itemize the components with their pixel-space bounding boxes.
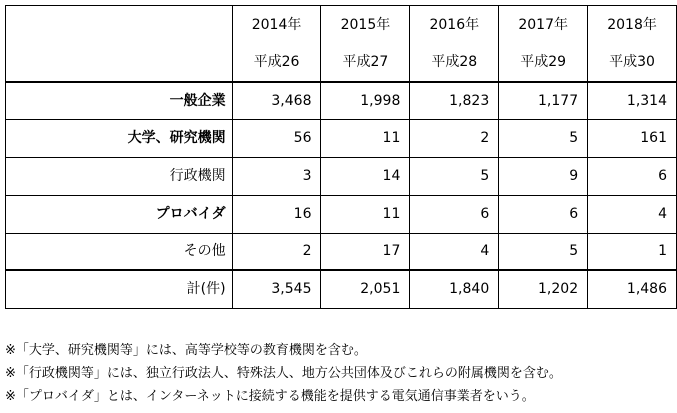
footnote-universities: ※「大学、研究機関等」には、高等学校等の教育機関を含む。 xyxy=(5,343,367,358)
header-corner-cell xyxy=(6,6,233,83)
header-cell-2018 xyxy=(588,6,677,83)
row-label: その他 xyxy=(6,233,233,270)
cell-value: 1,998 xyxy=(321,82,410,119)
table-row xyxy=(6,157,677,195)
header-era: 平成29 xyxy=(520,54,567,70)
total-label: 計(件) xyxy=(6,270,233,308)
cell-value: 5 xyxy=(499,233,588,270)
cell-value: 1,823 xyxy=(410,82,499,119)
cell-value: 14 xyxy=(321,157,410,195)
cell-value: 6 xyxy=(588,157,677,195)
table-header-row xyxy=(6,6,677,83)
row-label: 大学、研究機関 xyxy=(6,119,233,157)
header-cell-2017 xyxy=(499,6,588,83)
cell-value: 5 xyxy=(499,119,588,157)
row-label: プロバイダ xyxy=(6,195,233,233)
total-value: 1,202 xyxy=(499,270,588,308)
table-row xyxy=(6,119,677,157)
cell-value: 1 xyxy=(588,233,677,270)
table-row xyxy=(6,195,677,233)
header-cell-2015 xyxy=(321,6,410,83)
header-era: 平成28 xyxy=(431,54,478,70)
total-value: 1,840 xyxy=(410,270,499,308)
cell-value: 4 xyxy=(588,195,677,233)
row-label: 行政機関 xyxy=(6,157,233,195)
header-year: 2018年 xyxy=(607,17,657,33)
cell-value: 6 xyxy=(499,195,588,233)
cell-value: 16 xyxy=(232,195,321,233)
header-cell-2016 xyxy=(410,6,499,83)
footnotes xyxy=(5,339,562,408)
cell-value: 11 xyxy=(321,119,410,157)
cell-value: 5 xyxy=(410,157,499,195)
cell-value: 161 xyxy=(588,119,677,157)
cell-value: 56 xyxy=(232,119,321,157)
cell-value: 3,468 xyxy=(232,82,321,119)
table-row xyxy=(6,233,677,270)
cell-value: 11 xyxy=(321,195,410,233)
header-era: 平成26 xyxy=(253,54,300,70)
total-value: 2,051 xyxy=(321,270,410,308)
header-year: 2015年 xyxy=(340,17,391,33)
footnote-government: ※「行政機関等」には、独立行政法人、特殊法人、地方公共団体及びこれらの附属機関を含む。 xyxy=(5,366,562,381)
table-total-row xyxy=(6,270,677,308)
cell-value: 2 xyxy=(410,119,499,157)
total-value: 1,486 xyxy=(588,270,677,308)
statistics-table xyxy=(5,5,677,309)
header-era: 平成30 xyxy=(609,54,655,70)
cell-value: 2 xyxy=(232,233,321,270)
cell-value: 4 xyxy=(410,233,499,270)
cell-value: 6 xyxy=(410,195,499,233)
cell-value: 3 xyxy=(232,157,321,195)
header-year: 2016年 xyxy=(429,17,480,33)
row-label: 一般企業 xyxy=(6,82,233,119)
cell-value: 9 xyxy=(499,157,588,195)
header-cell-2014 xyxy=(232,6,321,83)
footnote-provider: ※「プロバイダ」とは、インターネットに接続する機能を提供する電気通信事業者をいう。 xyxy=(5,389,535,404)
table-row xyxy=(6,82,677,119)
cell-value: 1,314 xyxy=(588,82,677,119)
total-value: 3,545 xyxy=(232,270,321,308)
cell-value: 17 xyxy=(321,233,410,270)
header-era: 平成27 xyxy=(342,54,389,70)
cell-value: 1,177 xyxy=(499,82,588,119)
header-year: 2017年 xyxy=(518,17,568,33)
header-year: 2014年 xyxy=(251,17,302,33)
